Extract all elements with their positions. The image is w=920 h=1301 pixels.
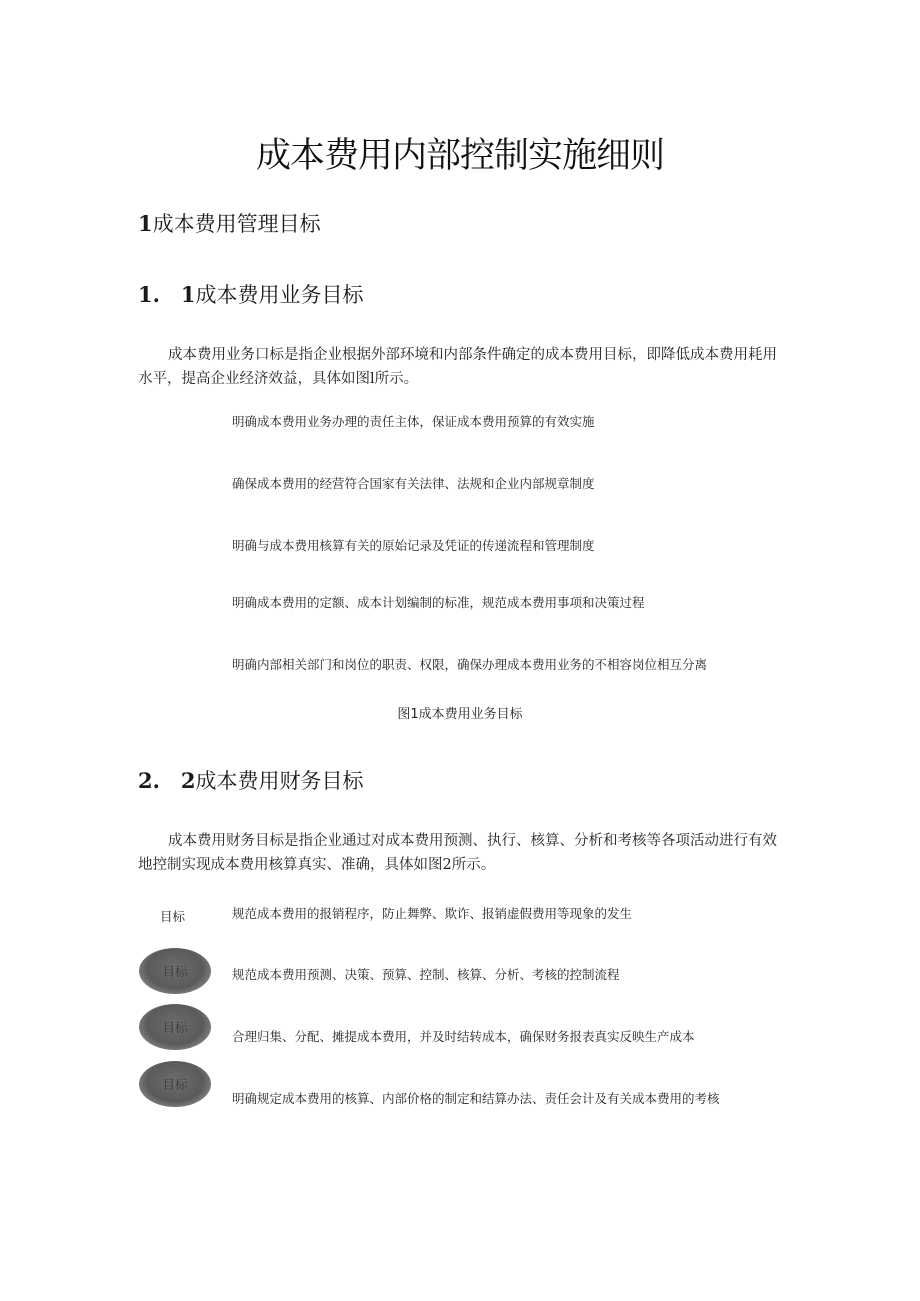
goal-oval-label: 目标 [162, 1077, 188, 1092]
goal-oval-label: 目标 [162, 964, 188, 979]
business-goal-item: 确保成本费用的经营符合国家有关法律、法规和企业内部规章制度 [232, 476, 595, 491]
business-goal-item: 明确成本费用的定额、成本计划编制的标准，规范成本费用事项和决策过程 [232, 595, 645, 610]
goal-oval-label: 目标 [162, 1020, 188, 1035]
financial-goal-item: 明确规定成本费用的核算、内部价格的制定和结算办法、责任会计及有关成本费用的考核 [232, 1091, 720, 1106]
section-1-2-number: 2. 2 [138, 768, 196, 793]
section-1-heading [138, 208, 321, 238]
section-1-2-heading [138, 765, 364, 795]
business-goal-item: 明确与成本费用核算有关的原始记录及凭证的传递流程和管理制度 [232, 538, 595, 553]
financial-goal-item: 合理归集、分配、摊提成本费用，并及时结转成本，确保财务报表真实反映生产成本 [232, 1029, 695, 1044]
section-1-1-heading [138, 279, 364, 309]
goal-label: 目标 [160, 909, 186, 924]
page-title: 成本费用内部控制实施细则 [255, 136, 664, 176]
goal-oval [139, 1061, 211, 1107]
section-1-1-text: 成本费用业务目标 [195, 283, 364, 307]
business-goal-item: 明确内部相关部门和岗位的职责、权限，确保办理成本费用业务的不相容岗位相互分离 [232, 657, 708, 672]
section-1-text: 成本费用管理目标 [152, 212, 321, 236]
section-1-number: 1 [138, 211, 153, 236]
business-goal-item: 明确成本费用业务办理的责任主体，保证成本费用预算的有效实施 [232, 414, 595, 429]
section-1-2-text: 成本费用财务目标 [195, 769, 364, 793]
financial-goal-item: 规范成本费用预测、决策、预算、控制、核算、分析、考核的控制流程 [232, 967, 620, 982]
goal-oval [139, 948, 211, 994]
goal-oval [139, 1004, 211, 1050]
section-1-2-paragraph: 成本费用财务目标是指企业通过对成本费用预测、执行、核算、分析和考核等各项活动进行有效地控制实现成本费用核算真实、准确，具体如图2所示。 [138, 833, 777, 873]
section-1-1-paragraph: 成本费用业务口标是指企业根据外部环境和内部条件确定的成本费用目标，即降低成本费用耗用水平，提高企业经济效益，具体如图l所示。 [138, 347, 777, 387]
financial-goal-item: 规范成本费用的报销程序，防止舞弊、欺诈、报销虚假费用等现象的发生 [232, 906, 633, 921]
section-1-1-number: 1. 1 [138, 282, 196, 307]
figure-1-caption: 图1成本费用业务目标 [397, 707, 523, 722]
